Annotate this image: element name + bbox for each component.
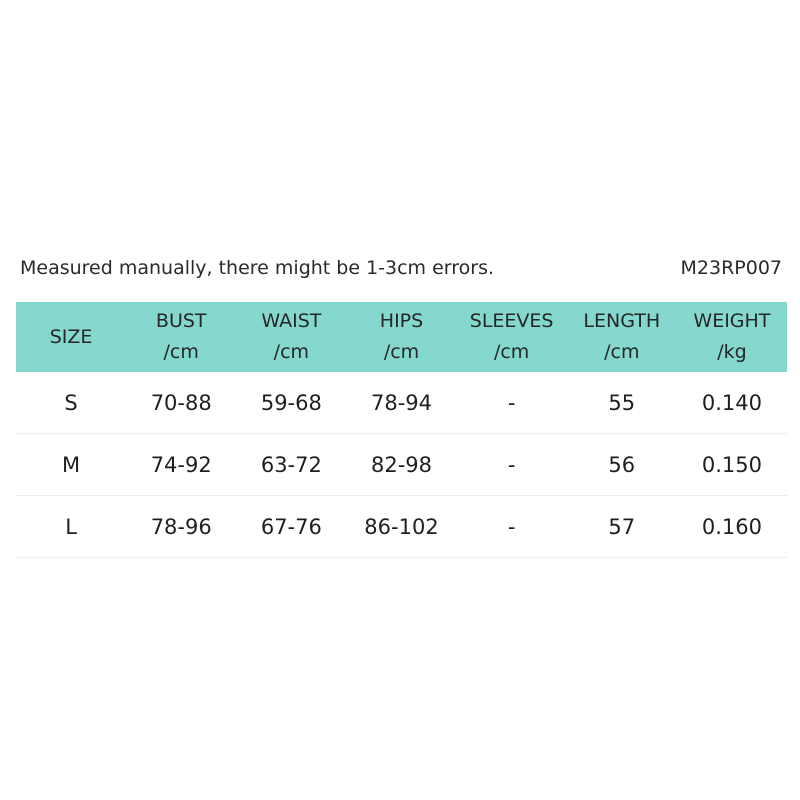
header-sleeves-unit: /cm [493, 341, 530, 363]
cell-sleeves: - [457, 372, 567, 434]
cell-weight: 0.140 [677, 372, 787, 434]
cell-weight: 0.160 [677, 496, 787, 558]
header-weight [677, 302, 787, 372]
cell-hips: 78-94 [346, 372, 456, 434]
header-waist-label: WAIST [261, 310, 322, 332]
cell-weight: 0.150 [677, 434, 787, 496]
header-hips-unit: /cm [383, 341, 420, 363]
cell-length: 57 [567, 496, 677, 558]
header-weight-unit: /kg [717, 341, 747, 363]
cell-bust: 78-96 [126, 496, 236, 558]
table-row [16, 496, 787, 558]
header-size [16, 302, 126, 372]
cell-waist: 59-68 [236, 372, 346, 434]
cell-length: 55 [567, 372, 677, 434]
size-table [16, 302, 787, 558]
table-row [16, 372, 787, 434]
header-length-label: LENGTH [583, 310, 661, 332]
cell-sleeves: - [457, 496, 567, 558]
cell-hips: 82-98 [346, 434, 456, 496]
header-size-label: SIZE [49, 325, 93, 348]
header-sleeves-label: SLEEVES [469, 310, 554, 332]
header-length-unit: /cm [604, 341, 640, 363]
header-bust-label: BUST [155, 310, 207, 332]
header-bust [126, 302, 236, 372]
cell-waist: 63-72 [236, 434, 346, 496]
cell-hips: 86-102 [346, 496, 456, 558]
cell-size: S [16, 372, 126, 434]
header-bust-unit: /cm [163, 341, 199, 363]
header-hips [346, 302, 456, 372]
cell-sleeves: - [457, 434, 567, 496]
measurement-note: Measured manually, there might be 1-3cm errors. [20, 257, 495, 279]
header-hips-label: HIPS [379, 310, 424, 332]
table-header-row [16, 302, 787, 372]
cell-bust: 74-92 [126, 434, 236, 496]
header-waist [236, 302, 346, 372]
cell-size: M [16, 434, 126, 496]
header-waist-unit: /cm [273, 341, 310, 363]
product-code: M23RP007 [680, 257, 782, 279]
cell-size: L [16, 496, 126, 558]
cell-waist: 67-76 [236, 496, 346, 558]
header-length [567, 302, 677, 372]
header-weight-label: WEIGHT [693, 310, 771, 332]
table-row [16, 434, 787, 496]
header-sleeves [457, 302, 567, 372]
cell-bust: 70-88 [126, 372, 236, 434]
cell-length: 56 [567, 434, 677, 496]
